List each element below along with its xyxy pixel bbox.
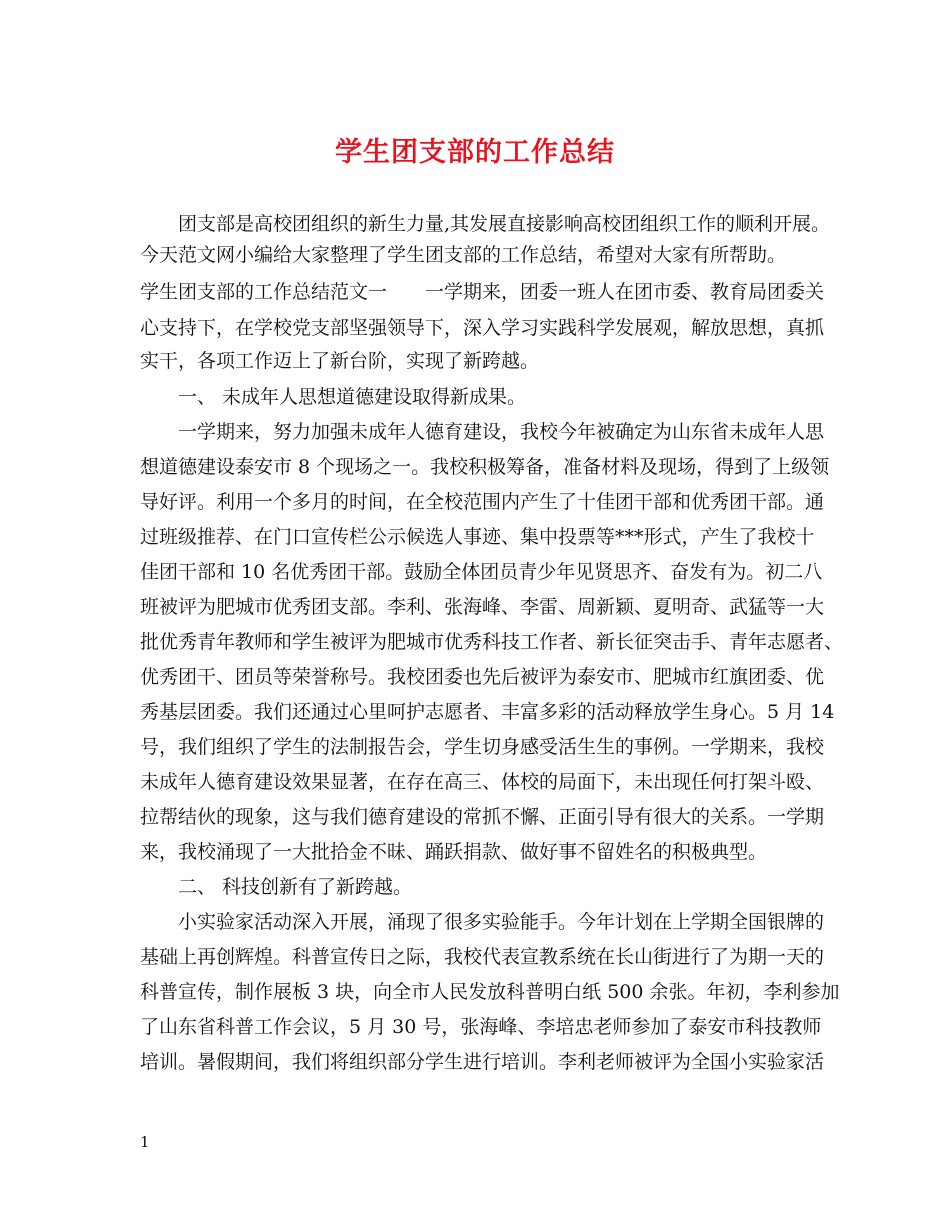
body-line: 基础上再创辉煌。科普宣传日之际，我校代表宣教系统在长山街进行了为期一天的: [140, 946, 825, 968]
body-line: 未成年人德育建设效果显著，在存在高三、体校的局面下，未出现任何打架斗殴、: [140, 771, 825, 793]
body-line: 想道德建设泰安市 8 个现场之一。我校积极筹备，准备材料及现场，得到了上级领: [140, 456, 830, 478]
body-line: 团支部是高校团组织的新生力量,其发展直接影响高校团组织工作的顺利开展。: [178, 213, 831, 235]
section-heading: 一、 未成年人思想道德建设取得新成果。: [178, 386, 527, 408]
body-line: 佳团干部和 10 名优秀团干部。鼓励全体团员青少年见贤思齐、奋发有为。初二八: [140, 561, 823, 583]
body-line: 过班级推荐、在门口宣传栏公示候选人事迹、集中投票等***形式，产生了我校十: [140, 526, 815, 548]
body-line: 班被评为肥城市优秀团支部。李利、张海峰、李雷、周新颖、夏明奇、武猛等一大: [140, 596, 825, 618]
body-line: 一学期来，努力加强未成年人德育建设，我校今年被确定为山东省未成年人思: [178, 421, 825, 443]
document-title: 学生团支部的工作总结: [335, 137, 615, 168]
body-line: 批优秀青年教师和学生被评为肥城市优秀科技工作者、新长征突击手、青年志愿者、: [140, 631, 844, 653]
body-line: 培训。暑假期间，我们将组织部分学生进行培训。李利老师被评为全国小实验家活: [140, 1051, 825, 1073]
body-line: 导好评。利用一个多月的时间，在全校范围内产生了十佳团干部和优秀团干部。通: [140, 491, 825, 513]
section-heading: 二、 科技创新有了新跨越。: [178, 876, 413, 898]
body-line: 今天范文网小编给大家整理了学生团支部的工作总结，希望对大家有所帮助。: [140, 244, 787, 266]
page-number: 1: [140, 1133, 150, 1151]
body-line: 学生团支部的工作总结范文一 一学期来，团委一班人在团市委、教育局团委关: [140, 281, 825, 303]
body-line: 了山东省科普工作会议，5 月 30 号，张海峰、李培忠老师参加了泰安市科技教师: [140, 1016, 822, 1038]
body-line: 科普宣传，制作展板 3 块，向全市人民发放科普明白纸 500 余张。年初，李利参加: [140, 981, 840, 1003]
body-line: 小实验家活动深入开展，涌现了很多实验能手。今年计划在上学期全国银牌的: [178, 911, 825, 933]
body-line: 来，我校涌现了一大批拾金不昧、踊跃捐款、做好事不留姓名的积极典型。: [140, 841, 768, 863]
body-line: 拉帮结伙的现象，这与我们德育建设的常抓不懈、正面引导有很大的关系。一学期: [140, 806, 825, 828]
body-line: 号，我们组织了学生的法制报告会，学生切身感受活生生的事例。一学期来，我校: [140, 736, 825, 758]
body-line: 秀基层团委。我们还通过心里呵护志愿者、丰富多彩的活动释放学生身心。5 月 14: [140, 701, 835, 723]
body-line: 心支持下，在学校党支部坚强领导下，深入学习实践科学发展观，解放思想，真抓: [140, 317, 825, 339]
body-line: 实干，各项工作迈上了新台阶，实现了新跨越。: [140, 350, 540, 372]
body-line: 优秀团干、团员等荣誉称号。我校团委也先后被评为泰安市、肥城市红旗团委、优: [140, 666, 825, 688]
